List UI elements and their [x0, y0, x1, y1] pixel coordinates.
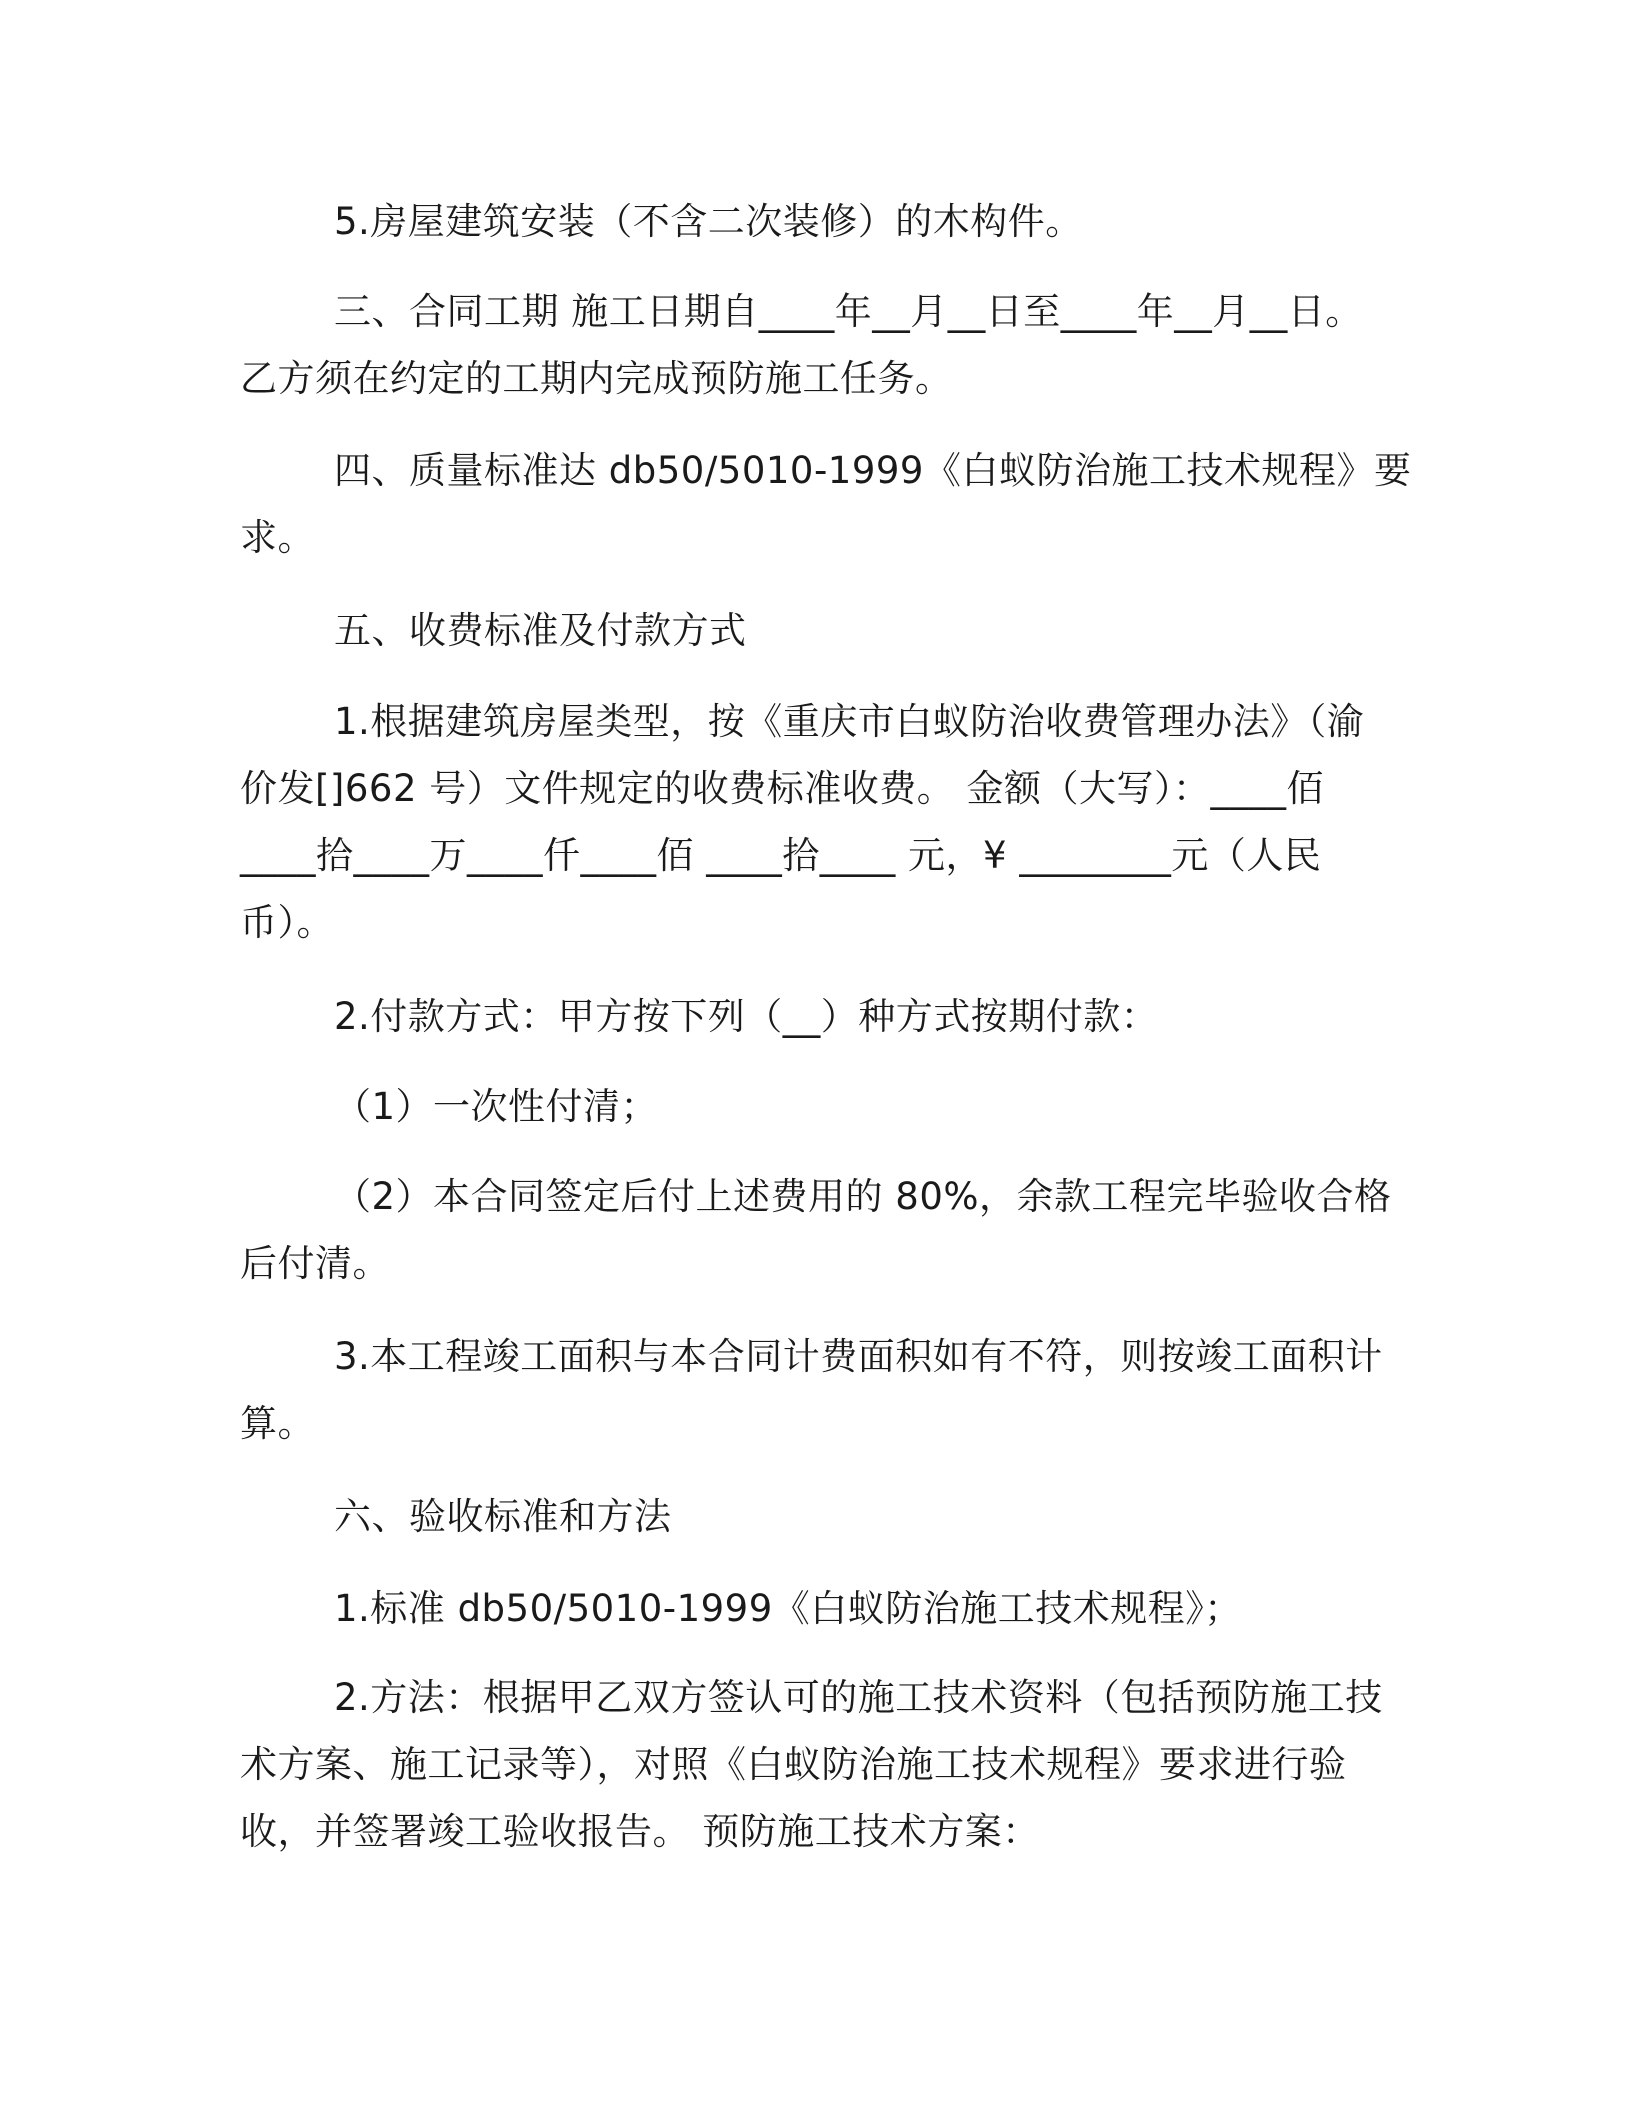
- paragraph-line: 2.方法：根据甲乙双方签认可的施工技术资料（包括预防施工技: [334, 1676, 1383, 1719]
- paragraph-line: 3.本工程竣工面积与本合同计费面积如有不符，则按竣工面积计: [334, 1335, 1383, 1378]
- paragraph-line: 四、质量标准达 db50/5010-1999《白蚁防治施工技术规程》要: [334, 449, 1412, 492]
- paragraph-line: （1）一次性付清；: [334, 1085, 659, 1128]
- paragraph-quality-standard: [240, 437, 1412, 571]
- paragraph-payment-method: [240, 983, 1390, 1050]
- paragraph-acceptance-standard: [240, 1575, 1390, 1642]
- paragraph-line: 收，并签署竣工验收报告。 预防施工技术方案：: [240, 1810, 1040, 1853]
- paragraph-line: （2）本合同签定后付上述费用的 80%，余款工程完毕验收合格: [334, 1175, 1392, 1218]
- section-heading-fees: [240, 597, 1390, 664]
- paragraph-acceptance-method: [240, 1664, 1390, 1865]
- paragraph-line: 1.根据建筑房屋类型，按《重庆市白蚁防治收费管理办法》（渝: [334, 700, 1365, 743]
- paragraph-line: 1.标准 db50/5010-1999《白蚁防治施工技术规程》；: [334, 1587, 1242, 1630]
- paragraph-line: 六、验收标准和方法: [334, 1495, 672, 1538]
- paragraph-line: 2.付款方式：甲方按下列（__）种方式按期付款：: [334, 995, 1159, 1038]
- paragraph-line: 乙方须在约定的工期内完成预防施工任务。: [240, 357, 953, 400]
- paragraph-line: 三、合同工期 施工日期自____年__月__日至____年__月__日。: [334, 290, 1363, 333]
- paragraph-line: 后付清。: [240, 1242, 390, 1285]
- paragraph-fee-basis: [240, 688, 1390, 956]
- paragraph-item-5: [240, 188, 1390, 255]
- paragraph-contract-period: [240, 278, 1390, 412]
- paragraph-line: 币）。: [240, 901, 334, 944]
- paragraph-line: 五、收费标准及付款方式: [334, 609, 747, 652]
- paragraph-payment-option-2: [240, 1163, 1390, 1297]
- paragraph-payment-option-1: [240, 1073, 1390, 1140]
- paragraph-line: 术方案、施工记录等），对照《白蚁防治施工技术规程》要求进行验: [240, 1743, 1347, 1786]
- paragraph-line: 算。: [240, 1402, 315, 1445]
- paragraph-area-calculation: [240, 1323, 1390, 1457]
- paragraph-line: 求。: [240, 516, 315, 559]
- paragraph-line: ____拾____万____仟____佰 ____拾____ 元，¥ ________元（人民: [240, 834, 1322, 877]
- paragraph-line: 价发[]662 号）文件规定的收费标准收费。 金额（大写）：____佰: [240, 767, 1325, 810]
- paragraph-line: 5.房屋建筑安装（不含二次装修）的木构件。: [334, 200, 1083, 243]
- section-heading-acceptance: [240, 1483, 1390, 1550]
